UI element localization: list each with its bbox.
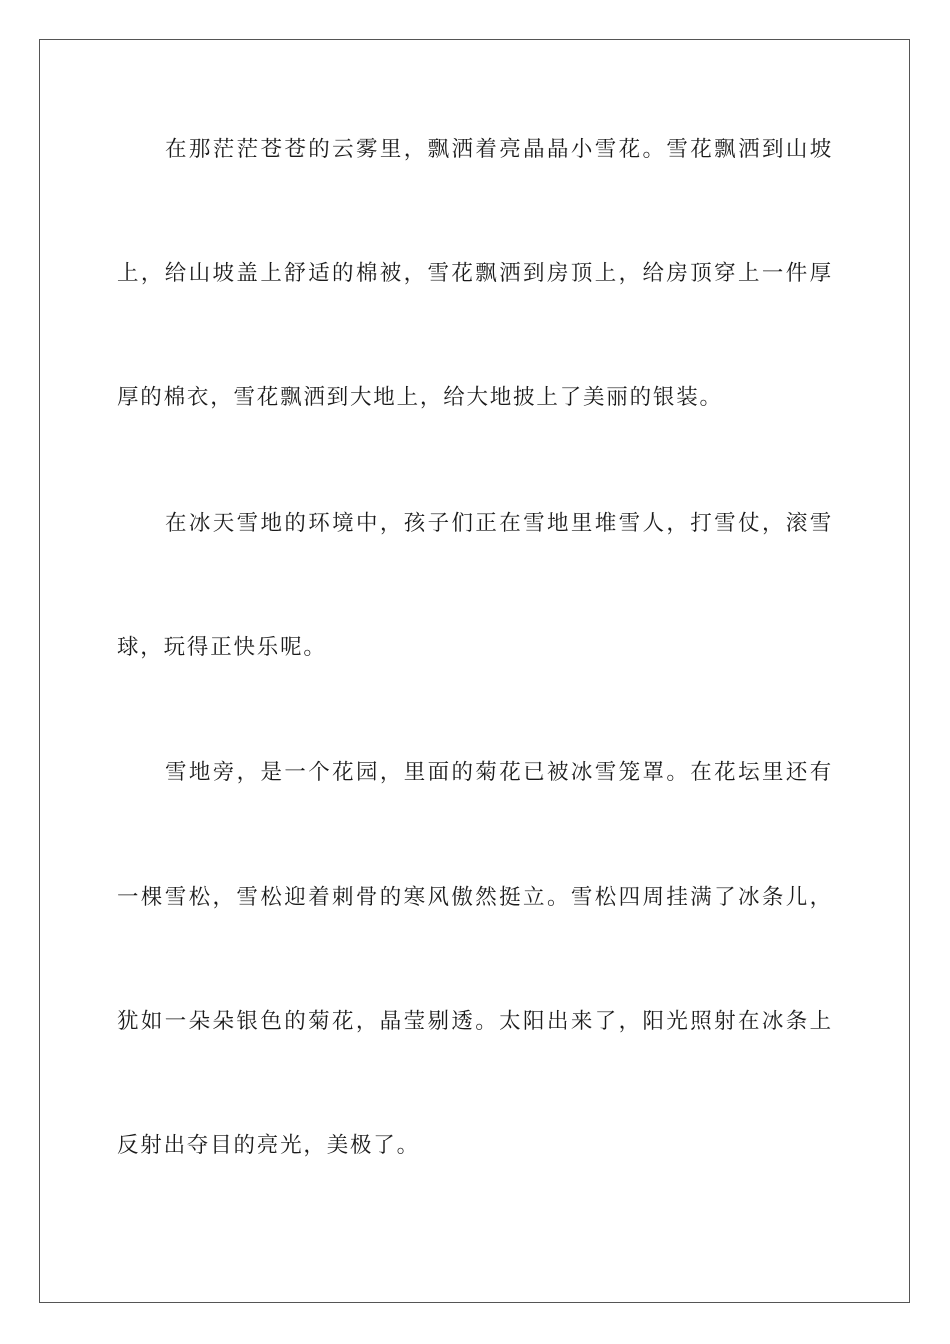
- page-border: [39, 39, 910, 1303]
- text-line: 犹如一朵朵银色的菊花，晶莹剔透。太阳出来了，阳光照射在冰条上: [117, 1009, 833, 1034]
- text-line: 厚的棉衣，雪花飘洒到大地上，给大地披上了美丽的银装。: [117, 385, 723, 410]
- text-line: 上，给山坡盖上舒适的棉被，雪花飘洒到房顶上，给房顶穿上一件厚: [117, 261, 833, 286]
- text-line: 球，玩得正快乐呢。: [117, 635, 327, 660]
- text-line: 一棵雪松，雪松迎着刺骨的寒风傲然挺立。雪松四周挂满了冰条儿，: [117, 885, 833, 910]
- text-line: 反射出夺目的亮光，美极了。: [117, 1133, 420, 1158]
- text-line: 雪地旁，是一个花园，里面的菊花已被冰雪笼罩。在花坛里还有: [165, 760, 833, 785]
- text-line: 在冰天雪地的环境中，孩子们正在雪地里堆雪人，打雪仗，滚雪: [165, 511, 833, 536]
- text-line: 在那茫茫苍苍的云雾里，飘洒着亮晶晶小雪花。雪花飘洒到山坡: [165, 137, 833, 162]
